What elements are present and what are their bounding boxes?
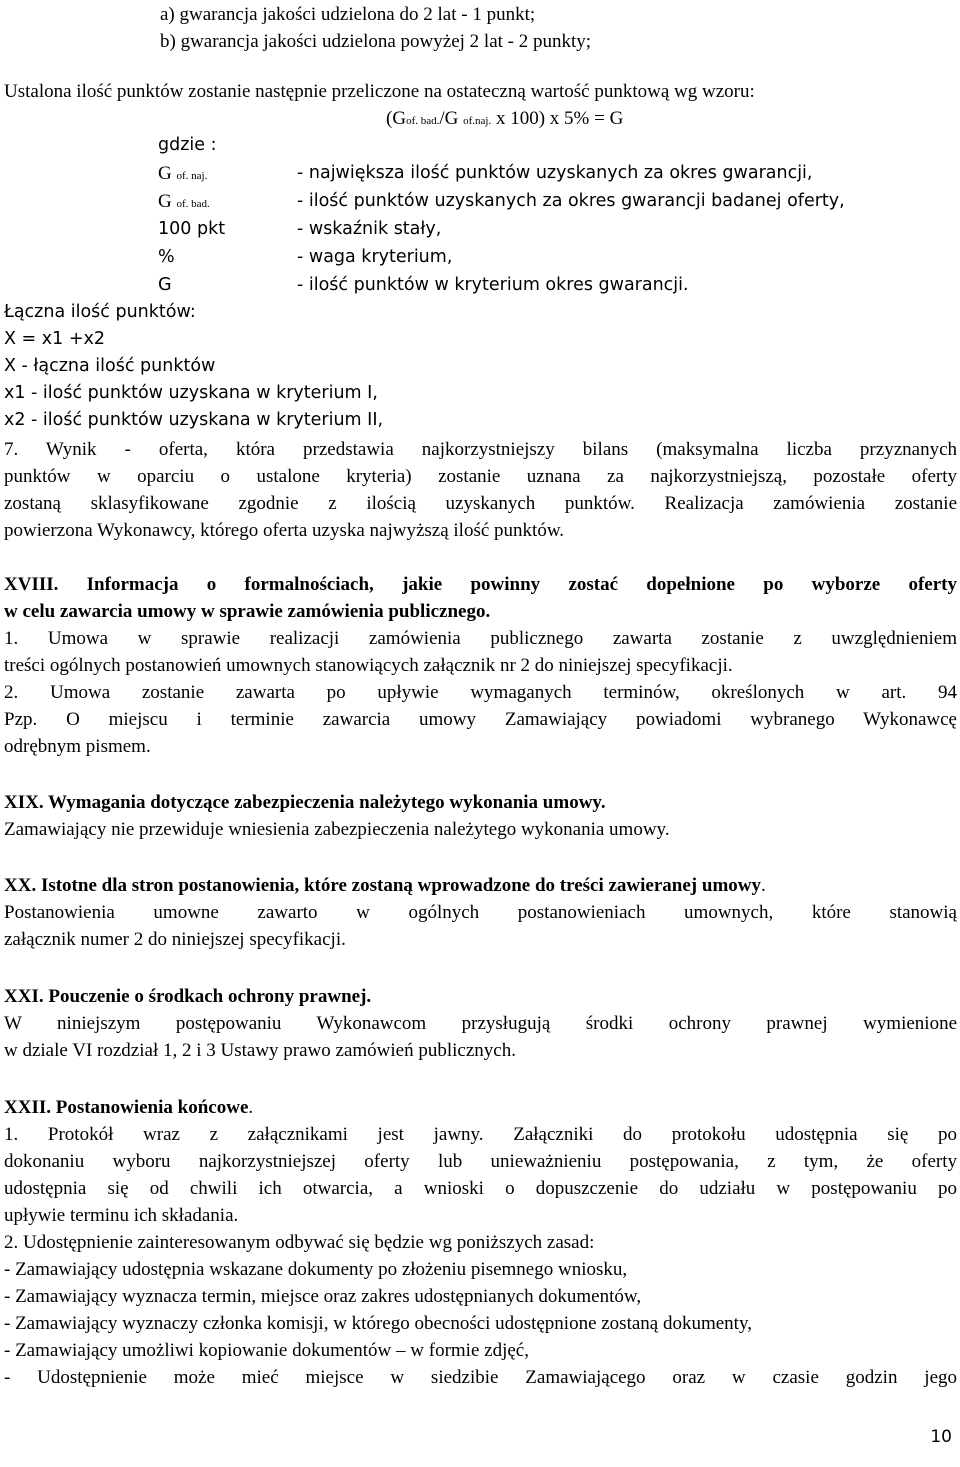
paragraph-line: Pzp. O miejscu i terminie zawarcia umowy Zamawiający powiadomi wybranego Wykonawcę <box>4 709 957 730</box>
formula-intro: Ustalona ilość punktów zostanie następnie przeliczone na ostateczną wartość punktową wg wzoru: <box>4 81 755 102</box>
formula-sub-bad: of. bad. <box>406 115 440 127</box>
formula-sub-naj: of.naj. <box>463 115 492 127</box>
paragraph-line: 1. Protokół wraz z załącznikami jest jawny. Załączniki do protokołu udostępnia się po <box>4 1124 957 1145</box>
paragraph-line: odrębnym pismem. <box>4 736 151 757</box>
paragraph-line: 1. Umowa w sprawie realizacji zamówienia publicznego zawarta zostanie z uwzględnieniem <box>4 628 957 649</box>
legend-desc: - ilość punktów uzyskanych za okres gwarancji badanej oferty, <box>297 191 845 211</box>
paragraph-line: Zamawiający nie przewiduje wniesienia zabezpieczenia należytego wykonania umowy. <box>4 819 670 840</box>
paragraph-line: punktów w oparciu o ustalone kryteria) zostanie uznana za najkorzystniejszą, pozostałe oferty <box>4 466 957 487</box>
paragraph-line: treści ogólnych postanowień umownych stanowiących załącznik nr 2 do niniejszej specyfikacji. <box>4 655 733 676</box>
paragraph-line: 2. Umowa zostanie zawarta po upływie wymaganych terminów, określonych w art. 94 <box>4 682 957 703</box>
paragraph-line: zostaną sklasyfikowane zgodnie z ilością uzyskanych punktów. Realizacja zamówienia zostanie <box>4 493 957 514</box>
legend-desc: - wskaźnik stały, <box>297 219 442 239</box>
legend-desc: - ilość punktów w kryterium okres gwarancji. <box>297 275 689 295</box>
guarantee-option-b: b) gwarancja jakości udzielona powyżej 2 lat - 2 punkty; <box>160 31 592 52</box>
total-x: X - łączna ilość punktów <box>4 356 216 376</box>
legend-desc: - największa ilość punktów uzyskanych za okres gwarancji, <box>297 163 813 183</box>
paragraph-line: W niniejszym postępowaniu Wykonawcom przysługują środki ochrony prawnej wymienione <box>4 1013 957 1034</box>
total-x1: x1 - ilość punktów uzyskana w kryterium I, <box>4 383 378 403</box>
paragraph-line: Postanowienia umowne zawarto w ogólnych postanowieniach umownych, które stanowią <box>4 902 957 923</box>
paragraph-line: udostępnia się od chwili ich otwarcia, a wnioski o dopuszczenie do udziału w postępowaniu po <box>4 1178 957 1199</box>
formula-open: (G <box>386 108 407 129</box>
formula-rest: x 100) x 5% = G <box>495 108 624 129</box>
formula-slash: /G <box>439 108 459 129</box>
section-heading-xx: XX. Istotne dla stron postanowienia, które zostaną wprowadzone do treści zawieranej umowy. <box>4 875 766 896</box>
list-item: - Zamawiający wyznacza termin, miejsce oraz zakres udostępnianych dokumentów, <box>4 1286 642 1307</box>
section-heading-xviii-cont: w celu zawarcia umowy w sprawie zamówienia publicznego. <box>4 601 491 622</box>
legend-where: gdzie : <box>158 135 217 155</box>
paragraph-line: załącznik numer 2 do niniejszej specyfikacji. <box>4 929 346 950</box>
section-heading-xix: XIX. Wymagania dotyczące zabezpieczenia należytego wykonania umowy. <box>4 792 606 813</box>
total-x2: x2 - ilość punktów uzyskana w kryterium II, <box>4 410 384 430</box>
paragraph-line: upływie terminu ich składania. <box>4 1205 239 1226</box>
formula <box>386 105 623 135</box>
total-heading: Łączna ilość punktów: <box>4 302 196 322</box>
list-item: - Zamawiający umożliwi kopiowanie dokumentów – w formie zdjęć, <box>4 1340 529 1361</box>
section-heading-xviii: XVIII. Informacja o formalnościach, jakie powinny zostać dopełnione po wyborze oferty <box>4 574 957 595</box>
legend-symbol: G <box>158 275 172 295</box>
paragraph-line: powierzona Wykonawcy, którego oferta uzyska najwyższą ilość punktów. <box>4 520 565 541</box>
legend-desc: - waga kryterium, <box>297 247 453 267</box>
list-item: - Zamawiający wyznaczy członka komisji, w którego obecności udostępnione zostaną dokumenty, <box>4 1313 752 1334</box>
total-equation: X = x1 +x2 <box>4 329 105 349</box>
list-item: - Udostępnienie może mieć miejsce w siedzibie Zamawiającego oraz w czasie godzin jego <box>4 1367 957 1388</box>
paragraph-line: 7. Wynik - oferta, która przedstawia najkorzystniejszy bilans (maksymalna liczba przyznanych <box>4 439 957 460</box>
legend-symbol: G of. naj. <box>158 163 208 184</box>
page-number: 10 <box>930 1427 952 1447</box>
section-heading-xxi: XXI. Pouczenie o środkach ochrony prawnej. <box>4 986 372 1007</box>
paragraph-line: dokonaniu wyboru najkorzystniejszej oferty lub unieważnieniu postępowania, z tym, że oferty <box>4 1151 957 1172</box>
legend-symbol: G of. bad. <box>158 191 210 212</box>
paragraph-line: w dziale VI rozdział 1, 2 i 3 Ustawy prawo zamówień publicznych. <box>4 1040 516 1061</box>
list-item: - Zamawiający udostępnia wskazane dokumenty po złożeniu pisemnego wniosku, <box>4 1259 628 1280</box>
paragraph-line: 2. Udostępnienie zainteresowanym odbywać się będzie wg poniższych zasad: <box>4 1232 595 1253</box>
section-heading-xxii: XXII. Postanowienia końcowe. <box>4 1097 254 1118</box>
legend-symbol: % <box>158 247 175 267</box>
guarantee-option-a: a) gwarancja jakości udzielona do 2 lat - 1 punkt; <box>160 4 536 25</box>
legend-symbol: 100 pkt <box>158 219 226 239</box>
